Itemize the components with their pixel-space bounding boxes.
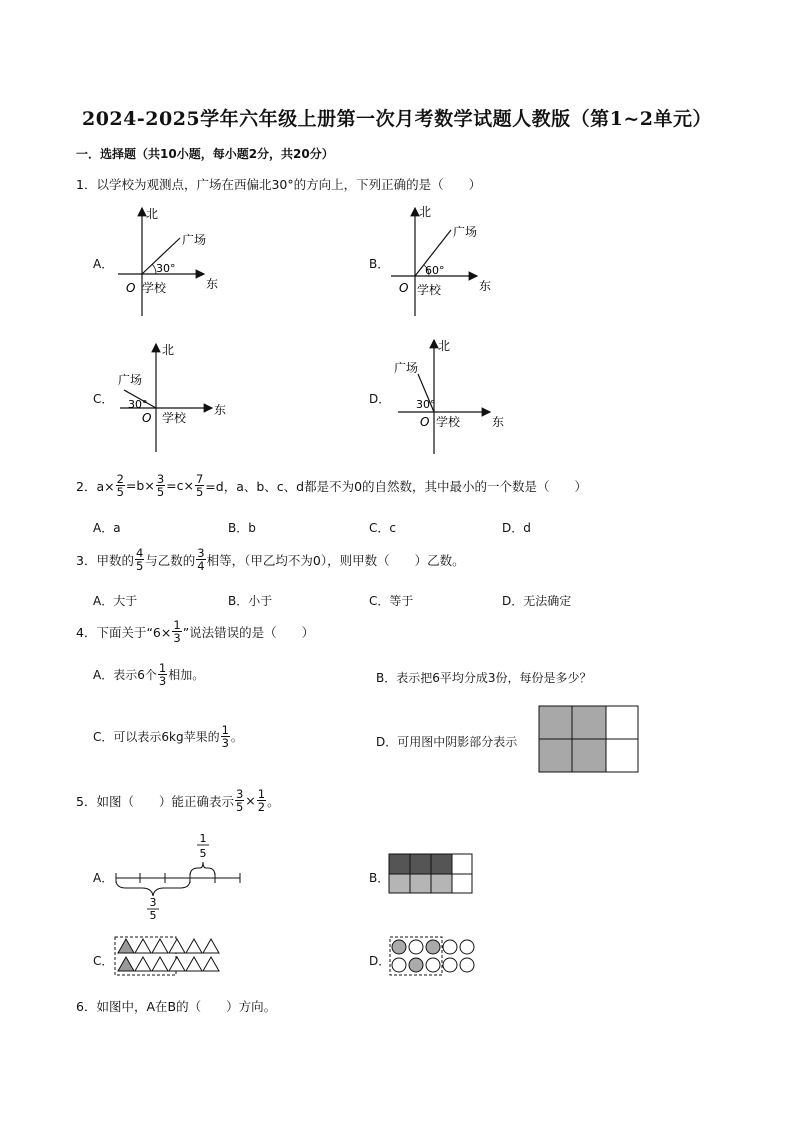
square-label: 广场 — [453, 225, 478, 239]
fraction: $\frac{3}{5}$ — [156, 472, 165, 499]
school-label: 学校 — [436, 415, 461, 429]
q5-option-b-grid[interactable] — [388, 853, 474, 895]
square-label: 广场 — [182, 233, 207, 247]
fraction: $\frac{1}{2}$ — [257, 787, 266, 814]
q4-option-d[interactable]: D．可用图中阴影部分表示 — [376, 735, 518, 749]
grid-cell-shaded — [572, 739, 606, 772]
fraction: $\frac{3}{5}$ — [235, 787, 244, 814]
grid-cell-shaded — [539, 739, 572, 772]
fraction: $\frac{3}{4}$ — [197, 546, 205, 573]
north-label: 北 — [146, 207, 159, 221]
angle-label: 30° — [156, 262, 176, 275]
q1-option-d-diagram[interactable] — [388, 334, 508, 458]
angle-label: 30° — [128, 398, 148, 411]
q2-option-a[interactable]: A．a — [93, 521, 121, 535]
question-5-text: 5．如图（ ）能正确表示 $\frac{3}{5}$ × $\frac{1}{2}$ 。 — [76, 787, 280, 814]
q1-option-a-letter[interactable]: A． — [93, 257, 114, 271]
east-label: 东 — [214, 403, 227, 417]
north-label: 北 — [438, 339, 451, 353]
school-label: 学校 — [417, 283, 442, 297]
section-heading: 一．选择题（共10小题，每小题2分，共20分） — [76, 147, 334, 161]
a-top-frac-num: 1 — [199, 832, 207, 845]
origin-label: O — [126, 281, 136, 295]
q3-option-d[interactable]: D．无法确定 — [502, 594, 572, 608]
q1-option-b-letter[interactable]: B． — [369, 257, 390, 271]
q4-shaded-grid — [538, 705, 640, 773]
q2-option-d[interactable]: D．d — [502, 521, 531, 535]
q5-option-a-number-line[interactable] — [112, 828, 247, 920]
school-label: 学校 — [162, 411, 187, 425]
origin-label: O — [399, 281, 409, 295]
question-1-text: 1．以学校为观测点，广场在西偏北30°的方向上，下列正确的是（ ） — [76, 177, 482, 192]
q1-option-a-diagram[interactable] — [112, 200, 222, 322]
north-label: 北 — [419, 205, 432, 219]
q3-option-a[interactable]: A．大于 — [93, 594, 138, 608]
east-label: 东 — [206, 277, 219, 291]
q1-option-d-letter[interactable]: D． — [369, 392, 391, 406]
fraction: $\frac{1}{3}$ — [221, 723, 229, 750]
east-label: 东 — [479, 279, 492, 293]
grid-cell — [606, 706, 638, 739]
a-top-frac-den: 5 — [199, 847, 207, 860]
fraction: $\frac{7}{5}$ — [195, 472, 204, 499]
q5-option-c-triangles[interactable] — [112, 935, 220, 977]
q3-option-b[interactable]: B．小于 — [228, 594, 273, 608]
question-3-text: 3．甲数的 $\frac{4}{5}$ 与乙数的 $\frac{3}{4}$ 相等，（甲乙均不为0），则甲数（ ）乙数。 — [76, 546, 465, 573]
grid-cell-shaded — [572, 706, 606, 739]
q5-option-d-circles[interactable] — [388, 936, 478, 978]
north-label: 北 — [162, 343, 175, 357]
q1-option-c-diagram[interactable] — [112, 338, 232, 456]
q5-option-a-letter[interactable]: A． — [93, 871, 114, 885]
q2-option-c[interactable]: C．c — [369, 521, 396, 535]
q5-option-c-letter[interactable]: C． — [93, 954, 114, 968]
question-4-text: 4．下面关于“6× $\frac{1}{3}$ ”说法错误的是（ ） — [76, 618, 315, 645]
fraction: $\frac{4}{5}$ — [135, 546, 144, 573]
fraction: $\frac{1}{3}$ — [173, 618, 181, 645]
q3-option-c[interactable]: C．等于 — [369, 594, 414, 608]
grid-cell-shaded — [539, 706, 572, 739]
question-6-text: 6．如图中，A在B的（ ）方向。 — [76, 999, 277, 1014]
page-title: 2024-2025学年六年级上册第一次月考数学试题人教版（第1~2单元） — [81, 108, 712, 130]
a-bottom-frac-num: 3 — [149, 896, 157, 909]
q4-option-b[interactable]: B．表示把6平均分成3份，每份是多少？ — [376, 671, 592, 685]
square-label: 广场 — [118, 373, 143, 387]
q2-option-b[interactable]: B．b — [228, 521, 256, 535]
q5-option-b-letter[interactable]: B． — [369, 871, 390, 885]
fraction: $\frac{1}{3}$ — [158, 661, 167, 688]
q1-option-b-diagram[interactable] — [385, 200, 495, 322]
angle-label: 60° — [425, 264, 445, 277]
angle-label: 30° — [416, 398, 436, 411]
fraction: $\frac{2}{5}$ — [116, 472, 124, 499]
q5-option-d-letter[interactable]: D． — [369, 954, 391, 968]
q4-option-a[interactable]: A．表示6个 $\frac{1}{3}$ 相加。 — [93, 661, 205, 688]
grid-cell — [606, 739, 638, 772]
origin-label: O — [142, 411, 152, 425]
a-bottom-frac-den: 5 — [149, 909, 157, 920]
east-label: 东 — [492, 415, 505, 429]
q1-option-c-letter[interactable]: C． — [93, 392, 114, 406]
square-label: 广场 — [394, 361, 419, 375]
q4-option-c[interactable]: C．可以表示6kg苹果的 $\frac{1}{3}$ 。 — [93, 723, 243, 750]
question-2-text: 2．a× $\frac{2}{5}$ =b× $\frac{3}{5}$ =c× $\frac{7}{5}$ =d，a、b、c、d都是不为0的自然数，其中最小的一个数是（ ） — [76, 472, 588, 499]
origin-label: O — [420, 415, 430, 429]
school-label: 学校 — [142, 281, 167, 295]
